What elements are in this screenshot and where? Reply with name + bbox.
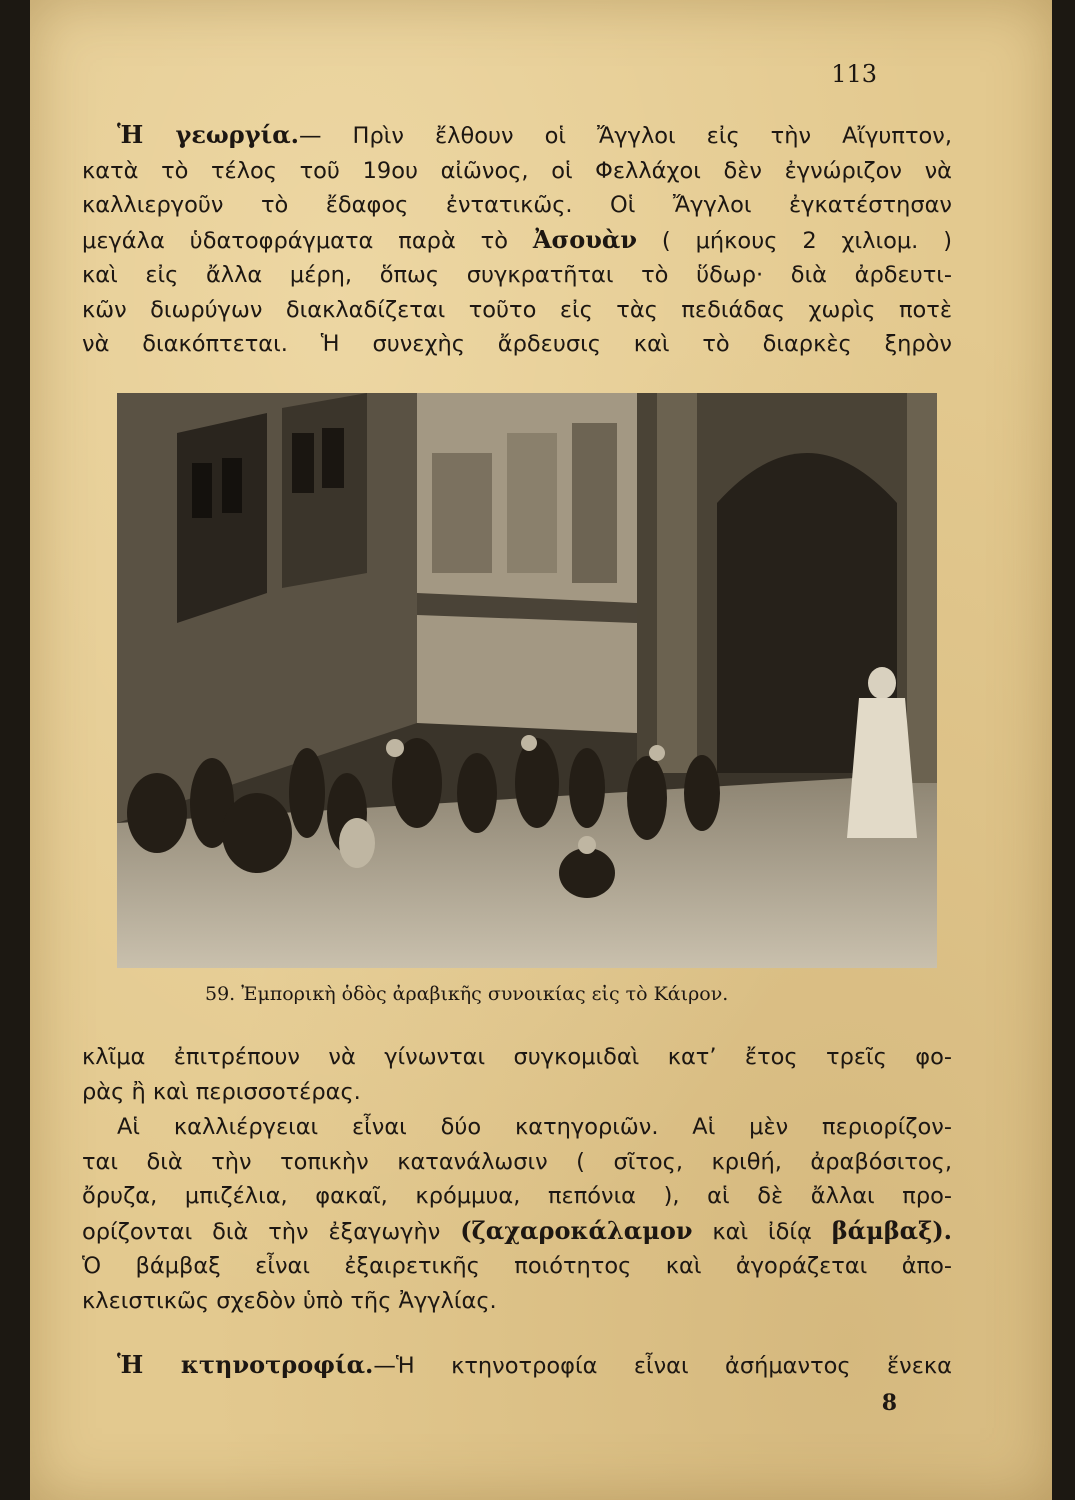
- text-line: Αἱ καλλιέργειαι εἶναι δύο κατηγοριῶν. Αἱ μὲν περιορίζον-: [117, 1114, 952, 1140]
- text-line: καὶ εἰς ἄλλα μέρη, ὅπως συγκρατῆται τὸ ὕδωρ· διὰ ἀρδευτι-: [82, 262, 952, 288]
- text-line: καλλιεργοῦν τὸ ἔδαφος ἐντατικῶς. Οἱ Ἄγγλοι ἐγκατέστησαν: [82, 192, 952, 218]
- signature-mark: 8: [881, 1390, 897, 1416]
- text-span: —Ἡ κτηνοτροφία εἶναι ἀσήμαντος ἕνεκα: [373, 1353, 953, 1379]
- text-line: νὰ διακόπτεται. Ἡ συνεχὴς ἄρδευσις καὶ τὸ διαρκὲς ξηρὸν: [82, 331, 952, 357]
- text-line: [82, 118, 952, 154]
- text-line: ὄρυζα, μπιζέλια, φακαῖ, κρόμμυα, πεπόνια ), αἱ δὲ ἄλλαι προ-: [82, 1183, 952, 1209]
- figure-caption: 59. Ἐμπορικὴ ὁδὸς ἀραβικῆς συνοικίας εἰς τὸ Κάιρον.: [205, 983, 729, 1005]
- text-line: κλῖμα ἐπιτρέπουν νὰ γίνωνται συγκομιδαὶ κατ’ ἔτος τρεῖς φο-: [82, 1044, 952, 1070]
- text-line: κῶν διωρύγων διακλαδίζεται τοῦτο εἰς τὰς πεδιάδας χωρὶς ποτὲ: [82, 296, 952, 323]
- bold-term-cotton: βάμβαξ).: [831, 1215, 953, 1245]
- page-number: 113: [831, 60, 877, 88]
- paragraph-agriculture: [82, 118, 952, 362]
- text-span: ορίζονται διὰ τὴν ἐξαγωγὴν: [82, 1218, 441, 1245]
- text-line: Ὁ βάμβαξ εἶναι ἐξαιρετικῆς ποιότητος καὶ ἀγοράζεται ἀπο-: [82, 1253, 952, 1279]
- text-line: [82, 223, 952, 259]
- paragraph-crops: [82, 1110, 952, 1318]
- place-name-aswan: Ἀσουὰν: [532, 224, 638, 254]
- street-photo-illustration: [117, 393, 937, 968]
- book-page: [30, 0, 1052, 1500]
- section-heading-agriculture: Ἡ γεωργία.: [117, 120, 300, 149]
- text-span: ( μήκους 2 χιλιομ. ): [661, 227, 952, 254]
- bold-term-sugarcane: (ζαχαροκάλαμον: [460, 1215, 693, 1245]
- text-span: μεγάλα ὑδατοφράγματα παρὰ τὸ: [82, 227, 508, 254]
- figure-photo: [117, 393, 937, 968]
- text-line: ρὰς ἢ καὶ περισσοτέρας.: [82, 1078, 361, 1105]
- text-line: κλειστικῶς σχεδὸν ὑπὸ τῆς Ἀγγλίας.: [82, 1287, 497, 1314]
- text-span: — Πρὶν ἔλθουν οἱ Ἄγγλοι εἰς τὴν Αἴγυπτον,: [299, 123, 952, 149]
- text-line: κατὰ τὸ τέλος τοῦ 19ου αἰῶνος, οἱ Φελλάχοι δὲν ἐγνώριζον νὰ: [82, 157, 952, 184]
- paragraph-livestock: [82, 1348, 952, 1384]
- text-span: καὶ ἰδίᾳ: [712, 1218, 812, 1245]
- text-line: ται διὰ τὴν τοπικὴν κατανάλωσιν ( σῖτος, κριθή, ἀραβόσιτος,: [82, 1148, 952, 1175]
- section-heading-livestock: Ἡ κτηνοτροφία.: [117, 1350, 374, 1379]
- text-line: [82, 1214, 952, 1250]
- text-line: [82, 1348, 952, 1384]
- paragraph-continuation: [82, 1040, 952, 1109]
